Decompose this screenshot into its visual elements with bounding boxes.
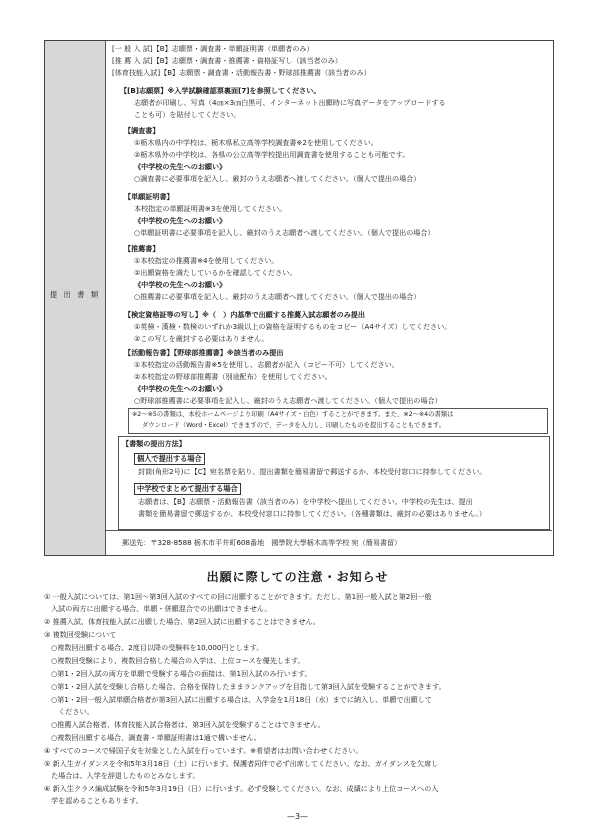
shikaku-line-1: ①英検・漢検・数検のいずれか3級以上の資格を証明するものをコピー（A4サイズ）してください。 <box>134 322 452 331</box>
school-text-1: 志願者は、【B】志願票・活動報告書（該当者のみ）を中学校へ提出してください。中学校の先生は、提出 <box>138 497 473 506</box>
confirm-body-1: 志願者が印刷し、写真（4㎝×3㎝白黒可、インターネット出願時に写真データをアップロードする <box>134 98 446 107</box>
header-line-recommendation: [推 薦 入 試]【B】志願票・調査書・推薦書・資格証写し（該当者のみ） <box>112 56 342 65</box>
tangan-line-2: 《中学校の先生へのお願い》 <box>134 216 227 225</box>
note-line: ○第1・2回入試を受験し合格した場合、合格を保持したままランクアップを目指して第3回入試を受験することができます。 <box>44 682 446 691</box>
note-line: 学を認めることもあります。 <box>44 796 143 805</box>
suisen-line-2: ②出願資格を満たしているかを確認してください。 <box>134 268 297 277</box>
individual-text: 封筒(角形2号)に【C】宛名票を貼り、提出書類を簡易書留で郵送するか、本校受付窓口に持参してください。 <box>138 467 487 476</box>
chosa-title: 【調査書】 <box>124 126 160 135</box>
katsudo-line-3: 《中学校の先生へのお願い》 <box>134 384 227 393</box>
school-label: 中学校でまとめて提出する場合 <box>134 483 241 495</box>
confirm-title: 【[B]志願票】※入学試験確認票裏面[7]を参照してください。 <box>120 86 321 95</box>
chosa-line-1: ①栃木県内の中学校は、栃木県私立高等学校調査書※2を使用してください。 <box>134 138 378 147</box>
shikaku-line-2: ②この写しを厳封する必要はありません。 <box>134 334 269 343</box>
suisen-line-4: ○推薦書に必要事項を記入し、厳封のうえ志願者へ渡してください。（個人で提出の場合） <box>134 292 421 301</box>
footnote-line-1: ※2〜※5の書類は、本校ホームページより印刷（A4サイズ・白色）することができます。また、※2〜※4の書類は <box>132 411 454 418</box>
tangan-line-1: 本校指定の単願証明書※3を使用してください。 <box>134 204 287 213</box>
note-line: ⑤ 新入生ガイダンスを令和5年3月18日（土）に行います。保護者同伴で必ず出席してください。なお、ガイダンスを欠席し <box>44 759 439 768</box>
note-line: ⑥ 新入生クラス編成試験を令和5年3月19日（日）に行います。必ず受験してください。なお、成績により上位コースへの入 <box>44 784 439 793</box>
note-line: ④ すべてのコースで帰国子女を対象とした入試を行っています。※希望者はお問い合わせください。 <box>44 746 363 755</box>
label-text: 提 出 書 類 <box>49 290 101 299</box>
header-line-general: [一 般 入 試]【B】志願票・調査書・単願証明書（単願者のみ） <box>112 44 314 53</box>
note-line: 入試の両方に出願する場合、単願・併願混合での出願はできません。 <box>44 604 272 613</box>
note-line: ○推薦入試合格者、体育技能入試合格者は、第3回入試を受験することはできません。 <box>44 720 325 729</box>
katsudo-line-4: ○野球部推薦書に必要事項を記入し、厳封のうえ志願者へ渡してください。（個人で提出の場合） <box>134 396 442 405</box>
suisen-title: 【推薦書】 <box>124 244 160 253</box>
katsudo-title: 【活動報告書】【野球部推薦書】※該当者のみ提出 <box>124 348 284 357</box>
suisen-line-1: ①本校指定の推薦書※4を使用してください。 <box>134 256 279 265</box>
page-title: 出願に際しての注意・お知らせ <box>206 570 389 584</box>
page-number: —3— <box>286 812 309 821</box>
suisen-line-3: 《中学校の先生へのお願い》 <box>134 280 227 289</box>
note-line: ① 一般入試については、第1回〜第3回入試のすべての回に出願することができます。ただし、第1回一般入試と第2回一般 <box>44 592 432 601</box>
note-line: ○複数回出願する場合、2度目以降の受験料を10,000円とします。 <box>44 643 264 652</box>
address-divider <box>105 530 552 531</box>
confirm-body-2: ことも可）を貼付してください。 <box>134 110 241 119</box>
chosa-line-4: ○調査書に必要事項を記入し、厳封のうえ志願者へ渡してください。（個人で提出の場合） <box>134 174 421 183</box>
note-line: ください。 <box>44 707 94 716</box>
note-line: ○複数回受験により、複数回合格した場合の入学は、上位コースを優先します。 <box>44 656 305 665</box>
header-line-sports: [体育技能入試]【B】志願票・調査書・活動報告書・野球部推薦書（該当者のみ） <box>112 68 371 77</box>
chosa-line-2: ②栃木県外の中学校は、各県の公立高等学校提出用調査書を使用することも可能です。 <box>134 150 410 159</box>
note-line: た場合は、入学を辞退したものとみなします。 <box>44 771 200 780</box>
label-column <box>45 41 106 555</box>
note-line: ② 推薦入試、体育技能入試に出願した場合、第2回入試に出願することはできません。 <box>44 617 321 626</box>
chosa-line-3: 《中学校の先生へのお願い》 <box>134 162 227 171</box>
note-line: ③ 複数回受験について <box>44 630 117 639</box>
shikaku-title: 【検定資格証等の写し】※（ ）内基準で出願する推薦入試志願者のみ提出 <box>124 310 365 319</box>
individual-label: 個人で提出する場合 <box>134 453 205 465</box>
address: 郵送先：〒328-8588 栃木市平井町608番地 國學院大學栃木高等学校 宛（簡易書留） <box>122 538 402 547</box>
tangan-title: 【単願証明書】 <box>124 192 174 201</box>
note-line: ○第1・2回一般入試単願合格者が第3回入試に出願する場合は、入学金を1月18日（水）までに納入し、単願で出願して <box>44 695 432 704</box>
katsudo-line-2: ②本校指定の野球部推薦書（別途配布）を使用してください。 <box>134 372 332 381</box>
note-line: ○第1・2回入試の両方を単願で受験する場合の面接は、第1回入試のみ行います。 <box>44 669 312 678</box>
note-line: ○複数回出願する場合、調査書・単願証明書は1通で構いません。 <box>44 733 261 742</box>
tangan-line-3: ○単願証明書に必要事項を記入し、厳封のうえ志願者へ渡してください。（個人で提出の場合） <box>134 228 435 237</box>
footnote-line-2: ダウンロード（Word・Excel）できますので、データを入力し、印刷したものを提出することもできます。 <box>142 422 446 429</box>
school-text-2: 書類を簡易書留で郵送するか、本校受付窓口に持参してください。（各種書類は、厳封の必要はありません。） <box>138 509 487 518</box>
method-title: 【書類の提出方法】 <box>122 439 186 448</box>
katsudo-line-1: ①本校指定の活動報告書※5を使用し、志願者が記入（コピー不可）してください。 <box>134 360 399 369</box>
